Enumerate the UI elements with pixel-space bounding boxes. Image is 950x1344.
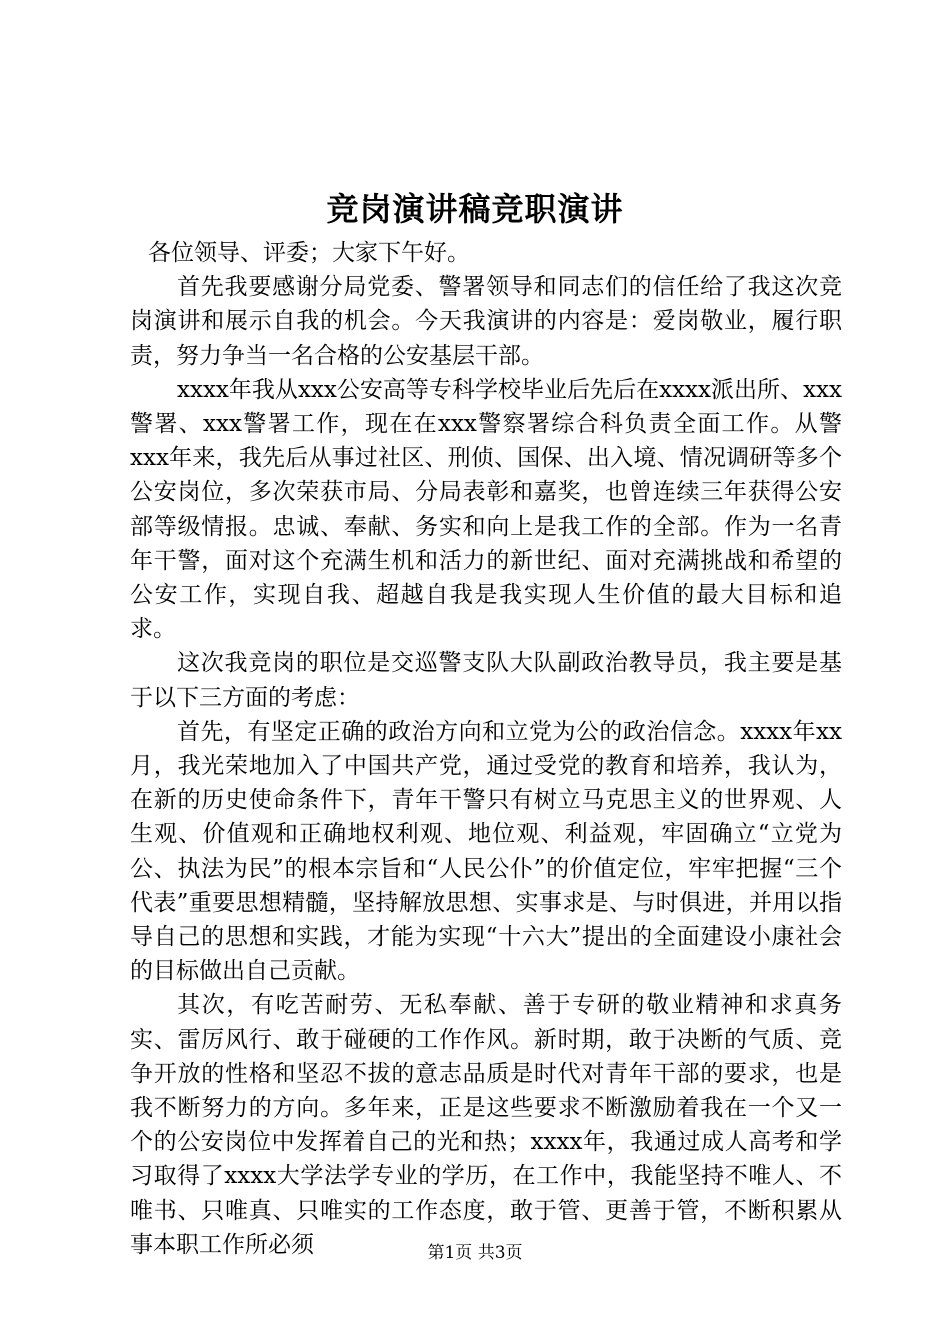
paragraph-position: 这次我竞岗的职位是交巡警支队大队副政治教导员，我主要是基于以下三方面的考虑： <box>130 650 842 711</box>
document-title: 竞岗演讲稿竞职演讲 <box>326 190 624 228</box>
paragraph-background: xxxx年我从xxx公安高等专科学校毕业后先后在xxxx派出所、xxx警署、xxx警署工作，现在在xxx警察署综合科负责全面工作。从警xxx年来，我先后从事过社区、刑侦、国保、出入境、情况调研等多个公安岗位，多次荣获市局、分局表彰和嘉奖，也曾连续三年获得公安部等级情报。忠诚、奉献、务实和向上是我工作的全部。作为一名青年干警，面对这个充满生机和活力的新世纪、面对充满挑战和希望的公安工作，实现自我、超越自我是我实现人生价值的最大目标和追求。 <box>130 376 842 643</box>
page-number-footer: 第1页 共3页 <box>427 1243 523 1263</box>
paragraph-thanks: 首先我要感谢分局党委、警署领导和同志们的信任给了我这次竞岗演讲和展示自我的机会。今天我演讲的内容是：爱岗敬业，履行职责，努力争当一名合格的公安基层干部。 <box>130 274 842 369</box>
paragraph-second-reason: 其次，有吃苦耐劳、无私奉献、善于专研的敬业精神和求真务实、雷厉风行、敢于碰硬的工作作风。新时期，敢于决断的气质、竞争开放的性格和坚忍不拔的意志品质是时代对青年干部的要求，也是我不断努力的方向。多年来，正是这些要求不断激励着我在一个又一个的公安岗位中发挥着自己的光和热；xxxx年，我通过成人高考和学习取得了xxxx大学法学专业的学历，在工作中，我能坚持不唯人、不唯书、只唯真、只唯实的工作态度，敢于管、更善于管，不断积累从事本职工作所必须 <box>130 992 842 1258</box>
paragraph-first-reason: 首先，有坚定正确的政治方向和立党为公的政治信念。xxxx年xx月，我光荣地加入了中国共产党，通过受党的教育和培养，我认为，在新的历史使命条件下，青年干警只有树立马克思主义的世界观、人生观、价值观和正确地权利观、地位观、利益观，牢固确立“立党为公、执法为民”的根本宗旨和“人民公仆”的价值定位，牢牢把握“三个代表”重要思想精髓，坚持解放思想、实事求是、与时俱进，并用以指导自己的思想和实践，才能为实现“十六大”提出的全面建设小康社会的目标做出自己贡献。 <box>130 718 842 985</box>
paragraph-greeting: 各位领导、评委；大家下午好。 <box>148 240 470 266</box>
document-body <box>130 236 842 1262</box>
